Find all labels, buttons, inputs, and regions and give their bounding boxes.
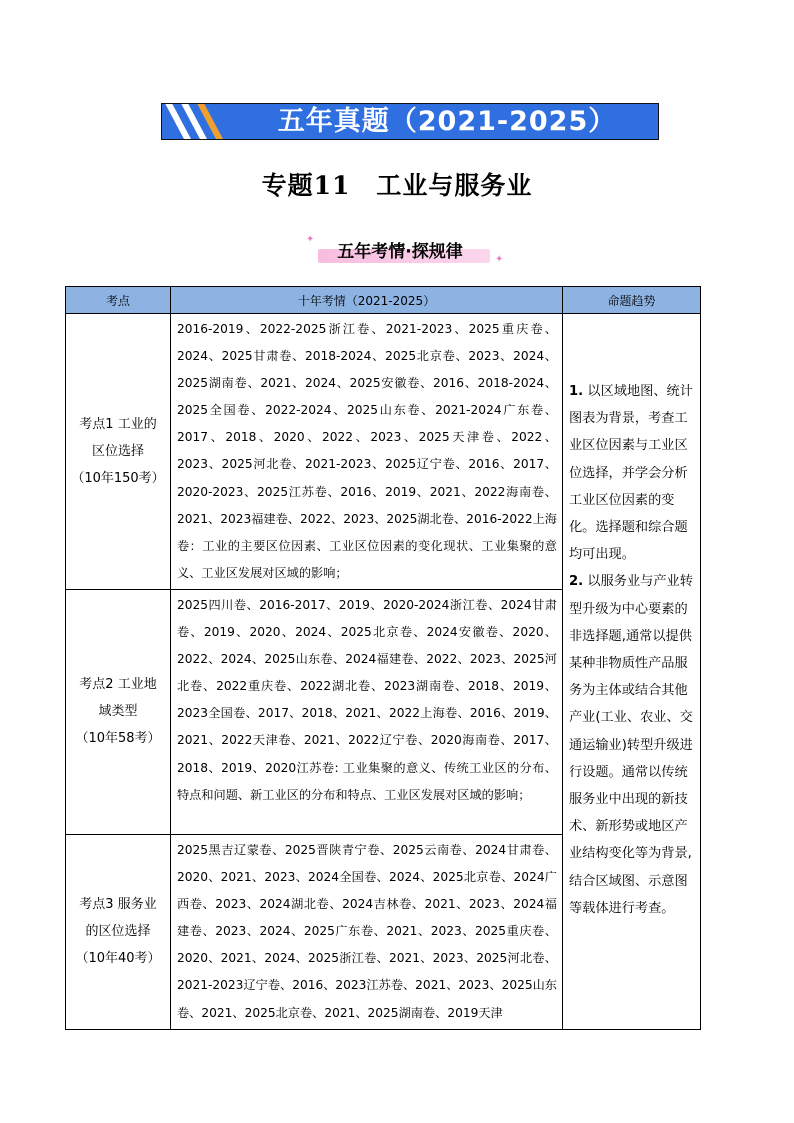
column-header-years: 十年考情（2021-2025） [171,287,563,314]
section-heading [306,234,504,265]
exam-point-count: （10年150考） [71,470,165,486]
exam-point-label: 域类型 [98,704,138,720]
trend-cell [563,314,701,1030]
exam-point-count: （10年40考） [75,951,161,967]
exam-years-cell: 2025四川卷、2016-2017、2019、2020-2024浙江卷、2024甘肃卷、2019、2020、2024、2025北京卷、2024安徽卷、2020、2022、2024、2025山东卷、2024福建卷、2022、2023、2025河北卷、2022重庆卷、2022湖北卷、2023湖南卷、2018、2019、2023全国卷、2017、2018、2021、2022上海卷、2016、2019、2021、2022天津卷、2021、2022辽宁卷、2020海南卷、2017、2018、2019、2020江苏卷: 工业集聚的意义、传统工业区的分布、特点和问题、新工业区的分布和特点、工业区发展对区域的影响； [171,589,563,834]
exam-point-label: 考点1 工业的 [79,416,157,432]
trend-text: 以服务业与产业转型升级为中心要素的非选择题,通常以提供某种非物质性产品服务为主体或结合其他产业(工业、农业、交通运输业)转型升级进行设题。通常以传统服务业中出现的新技术、新形势或地区产业结构变化等为背景,结合区域图、示意图等载体进行考查。 [569,574,693,916]
topic-title: 专题11 工业与服务业 [261,171,533,200]
column-header-point: 考点 [66,287,171,314]
trend-number: 2. [569,574,584,590]
exam-point-cell [66,834,171,1029]
exam-point-cell [66,589,171,834]
table-row [66,314,701,590]
exam-point-count: （10年58考） [75,731,161,747]
trend-text: 以区域地图、统计图表为背景，考查工业区位因素与工业区位选择，并学会分析工业区位因素的变化。选择题和综合题均可出现。 [569,384,693,563]
trend-paragraph-1 [569,378,696,568]
exam-years-cell: 2025黑吉辽蒙卷、2025晋陕青宁卷、2025云南卷、2024甘肃卷、2020、2021、2023、2024全国卷、2024、2025北京卷、2024广西卷、2023、2024湖北卷、2024吉林卷、2021、2023、2024福建卷、2023、2024、2025广东卷、2021、2023、2025重庆卷、2020、2021、2024、2025浙江卷、2021、2023、2025河北卷、2021-2023辽宁卷、2016、2023江苏卷、2021、2023、2025山东卷、2021、2025北京卷、2021、2025湖南卷、2019天津 [171,834,563,1029]
sparkle-icon: ✦ [495,254,504,265]
exam-point-label: 区位选择 [91,443,144,459]
header-banner [161,103,659,140]
exam-point-label: 的区位选择 [85,924,151,940]
table-header-row [66,287,701,314]
exam-point-label: 考点2 工业地 [79,677,157,693]
trend-paragraph-2 [569,568,696,922]
exam-years-cell: 2016-2019、2022-2025浙江卷、2021-2023、2025重庆卷、2024、2025甘肃卷、2018-2024、2025北京卷、2023、2024、2025湖南卷、2021、2024、2025安徽卷、2016、2018-2024、2025全国卷、2022-2024、2025山东卷、2021-2024广东卷、2017、2018、2020、2022、2023、2025天津卷、2022、2023、2025河北卷、2021-2023、2025辽宁卷、2016、2017、2020-2023、2025江苏卷、2016、2019、2021、2022海南卷、2021、2023福建卷、2022、2023、2025湖北卷、2016-2022上海卷：工业的主要区位因素、工业区位因素的变化现状、工业集聚的意义、工业区发展对区域的影响； [171,314,563,590]
trend-number: 1. [569,384,584,399]
banner-title: 五年真题（2021-2025） [277,106,617,137]
exam-point-cell [66,314,171,590]
exam-point-label: 考点3 服务业 [79,897,157,913]
column-header-trend: 命题趋势 [563,287,701,314]
exam-summary-table [65,286,701,1030]
section-title: 五年考情·探规律 [337,242,463,262]
sparkle-icon: ✦ [306,234,315,245]
